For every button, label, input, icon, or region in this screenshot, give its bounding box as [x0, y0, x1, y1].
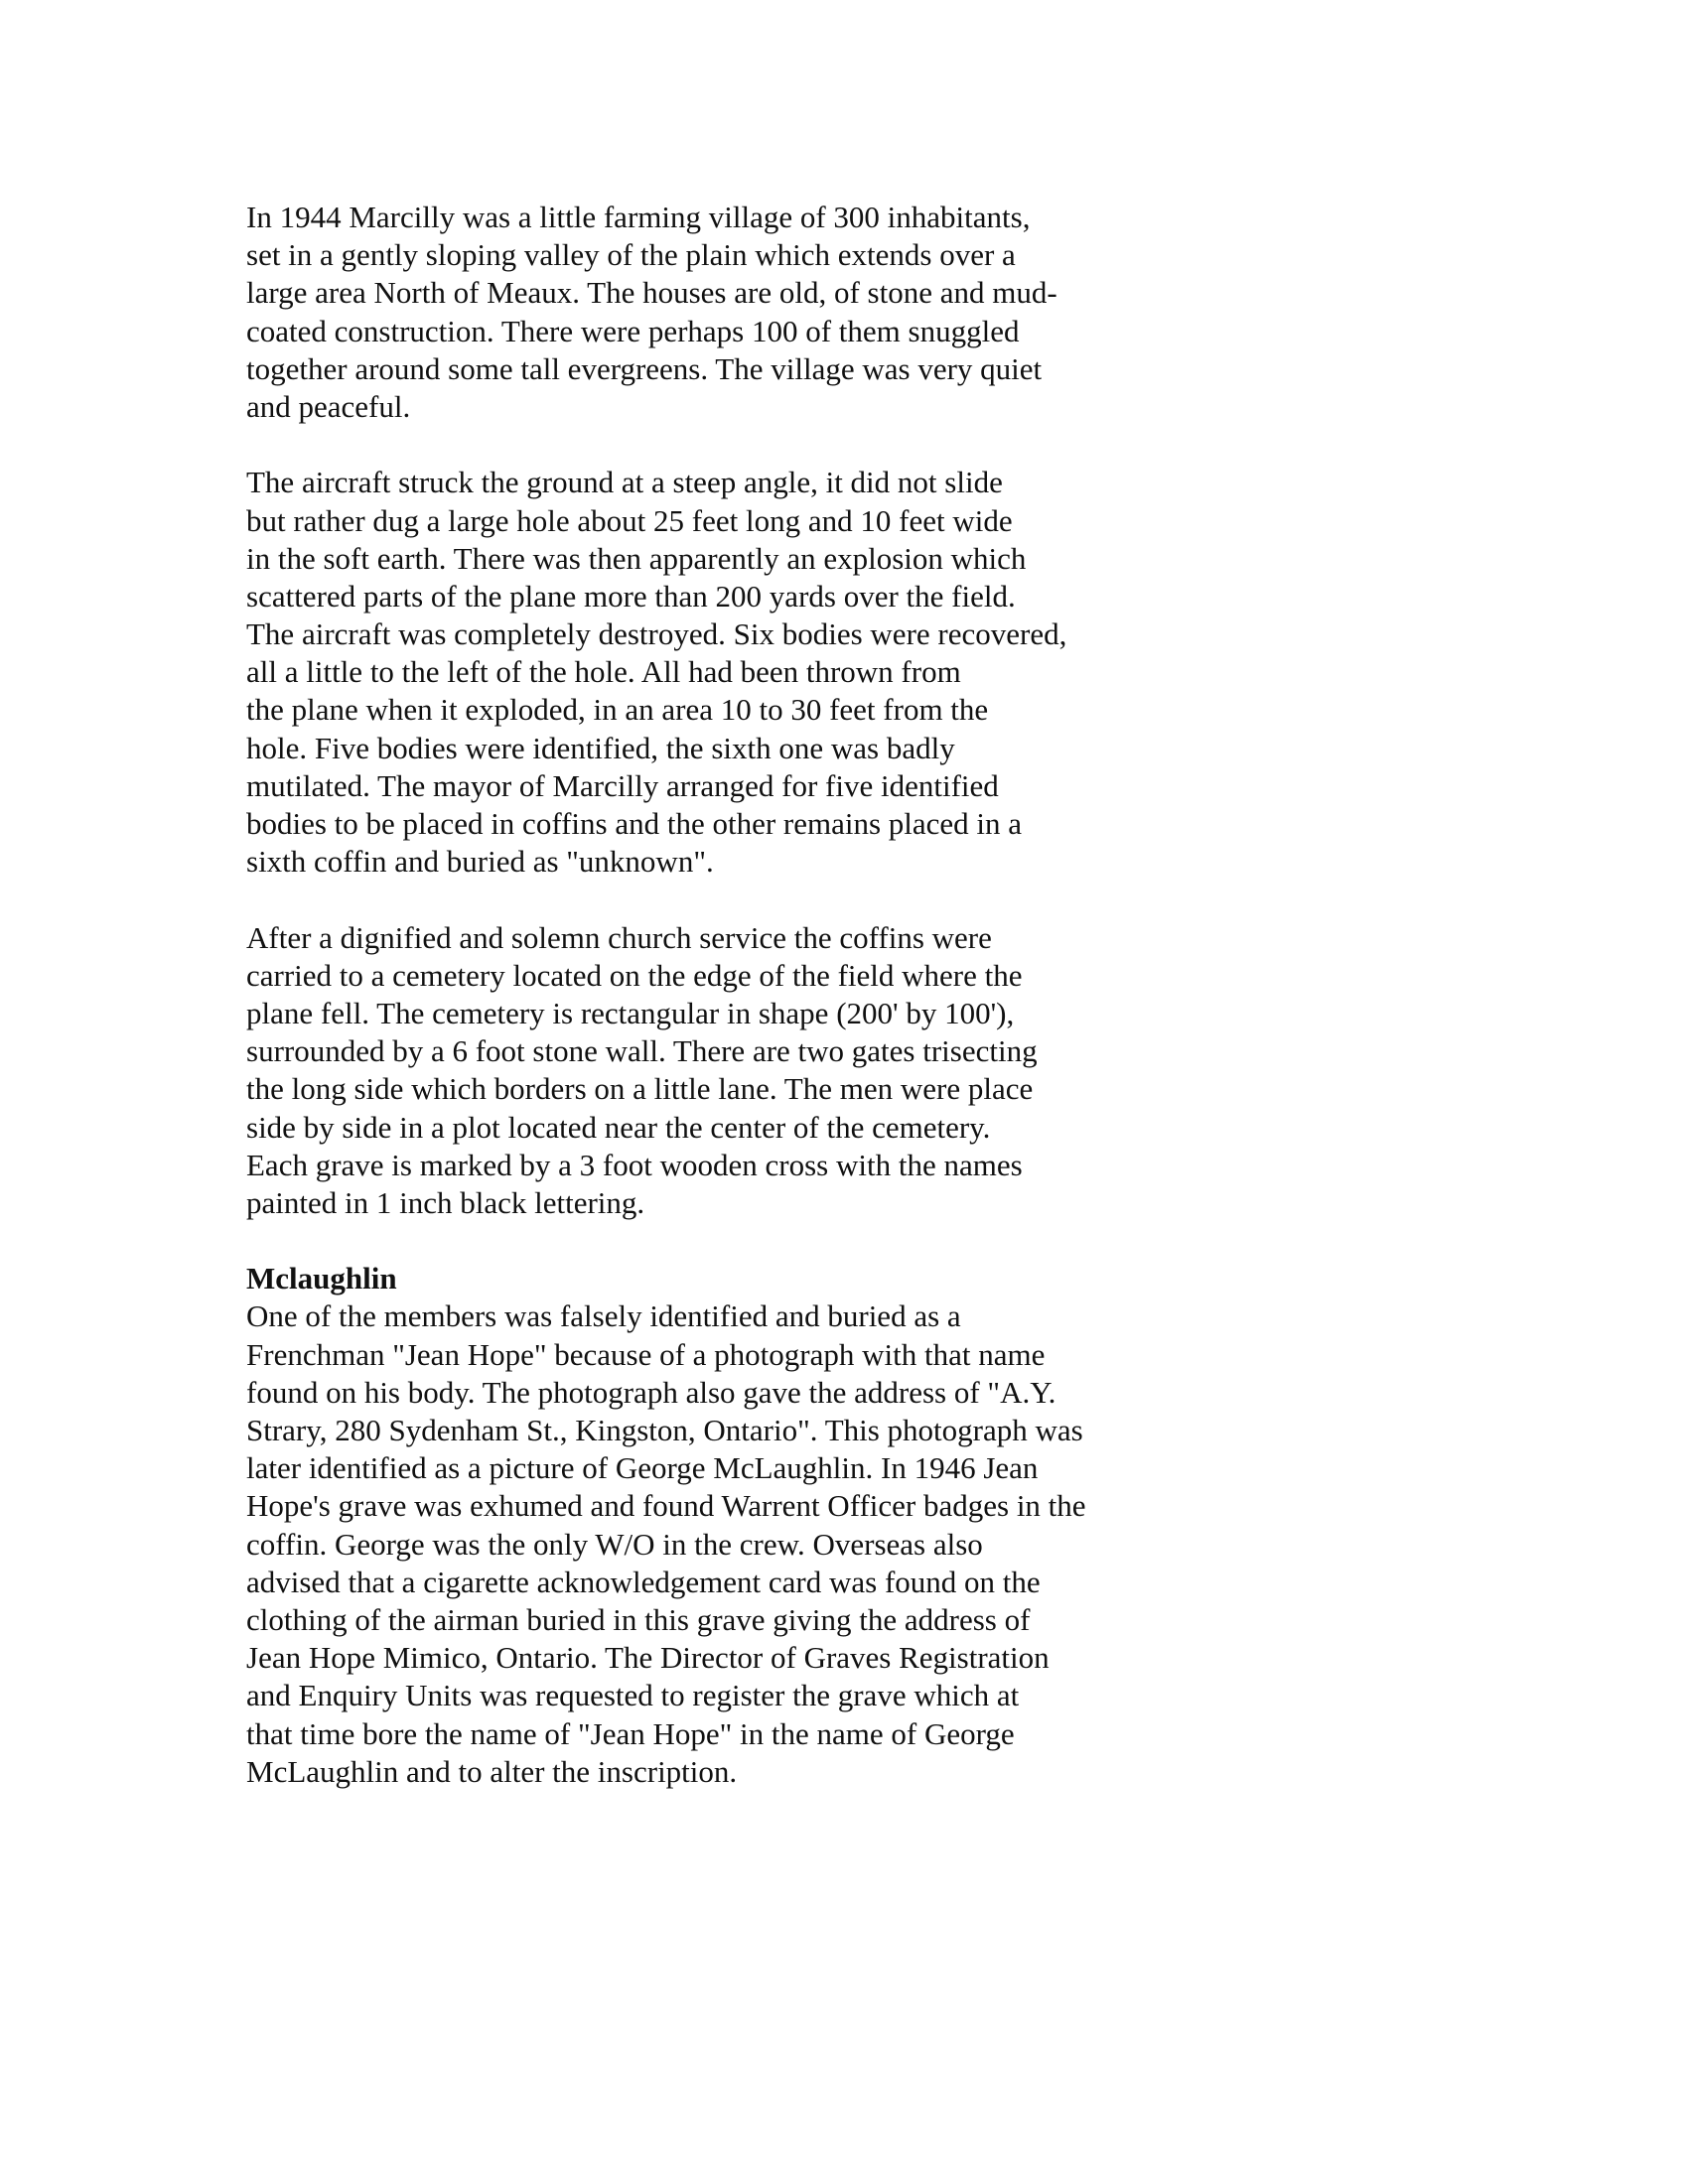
text-line: hole. Five bodies were identified, the sixth one was badly: [246, 730, 955, 765]
text-line: advised that a cigarette acknowledgement card was found on the: [246, 1564, 1041, 1599]
text-line: mutilated. The mayor of Marcilly arranged for five identified: [246, 767, 999, 803]
text-line: bodies to be placed in coffins and the other remains placed in a: [246, 806, 1023, 841]
text-line: coated construction. There were perhaps 100 of them snuggled: [246, 313, 1020, 348]
paragraph-crash: [246, 464, 1239, 881]
paragraph-cemetery: [246, 919, 1239, 1223]
paragraph-spacer: [246, 426, 1239, 464]
text-line: Strary, 280 Sydenham St., Kingston, Ontario". This photograph was: [246, 1413, 1083, 1447]
text-line: coffin. George was the only W/O in the crew. Overseas also: [246, 1526, 983, 1562]
text-line: The aircraft struck the ground at a steep angle, it did not slide: [246, 465, 1003, 500]
text-line: Frenchman "Jean Hope" because of a photograph with that name: [246, 1336, 1046, 1372]
text-line: painted in 1 inch black lettering.: [246, 1184, 645, 1220]
text-line: and Enquiry Units was requested to register the grave which at: [246, 1678, 1020, 1713]
text-line: scattered parts of the plane more than 200 yards over the field.: [246, 578, 1016, 614]
text-line: all a little to the left of the hole. All had been thrown from: [246, 654, 961, 690]
text-line: surrounded by a 6 foot stone wall. There are two gates trisecting: [246, 1033, 1038, 1069]
paragraph-spacer: [246, 1222, 1239, 1260]
text-line: and peaceful.: [246, 388, 411, 424]
text-line: side by side in a plot located near the center of the cemetery.: [246, 1109, 991, 1145]
text-line: After a dignified and solemn church service the coffins were: [246, 919, 992, 955]
text-line: the long side which borders on a little lane. The men were place: [246, 1071, 1034, 1107]
document-body: [246, 199, 1239, 1791]
text-line: plane fell. The cemetery is rectangular in shape (200' by 100'),: [246, 995, 1015, 1030]
paragraph-mclaughlin: [246, 1297, 1239, 1790]
text-line: large area North of Meaux. The houses are old, of stone and mud-: [246, 275, 1057, 311]
text-line: The aircraft was completely destroyed. Six bodies were recovered,: [246, 616, 1067, 652]
text-line: the plane when it exploded, in an area 10 to 30 feet from the: [246, 692, 989, 728]
text-line: clothing of the airman buried in this grave giving the address of: [246, 1601, 1031, 1637]
text-line: that time bore the name of "Jean Hope" in the name of George: [246, 1715, 1015, 1751]
text-line: One of the members was falsely identified and buried as a: [246, 1298, 961, 1334]
text-line: but rather dug a large hole about 25 feet long and 10 feet wide: [246, 502, 1013, 538]
text-line: Each grave is marked by a 3 foot wooden cross with the names: [246, 1147, 1023, 1182]
text-line: Jean Hope Mimico, Ontario. The Director of Graves Registration: [246, 1640, 1050, 1676]
text-line: later identified as a picture of George McLaughlin. In 1946 Jean: [246, 1450, 1039, 1486]
text-line: in the soft earth. There was then apparently an explosion which: [246, 540, 1027, 576]
text-line: found on his body. The photograph also gave the address of "A.Y.: [246, 1374, 1056, 1410]
text-line: McLaughlin and to alter the inscription.: [246, 1753, 738, 1789]
text-line: sixth coffin and buried as "unknown".: [246, 844, 714, 880]
text-line: Hope's grave was exhumed and found Warrent Officer badges in the: [246, 1488, 1086, 1524]
text-line: In 1944 Marcilly was a little farming village of 300 inhabitants,: [246, 200, 1031, 234]
text-line: together around some tall evergreens. The village was very quiet: [246, 350, 1043, 386]
section-heading: Mclaughlin: [246, 1261, 397, 1297]
text-line: set in a gently sloping valley of the plain which extends over a: [246, 237, 1016, 273]
text-line: carried to a cemetery located on the edge of the field where the: [246, 957, 1023, 993]
paragraph-spacer: [246, 881, 1239, 918]
paragraph-village: [246, 199, 1239, 426]
